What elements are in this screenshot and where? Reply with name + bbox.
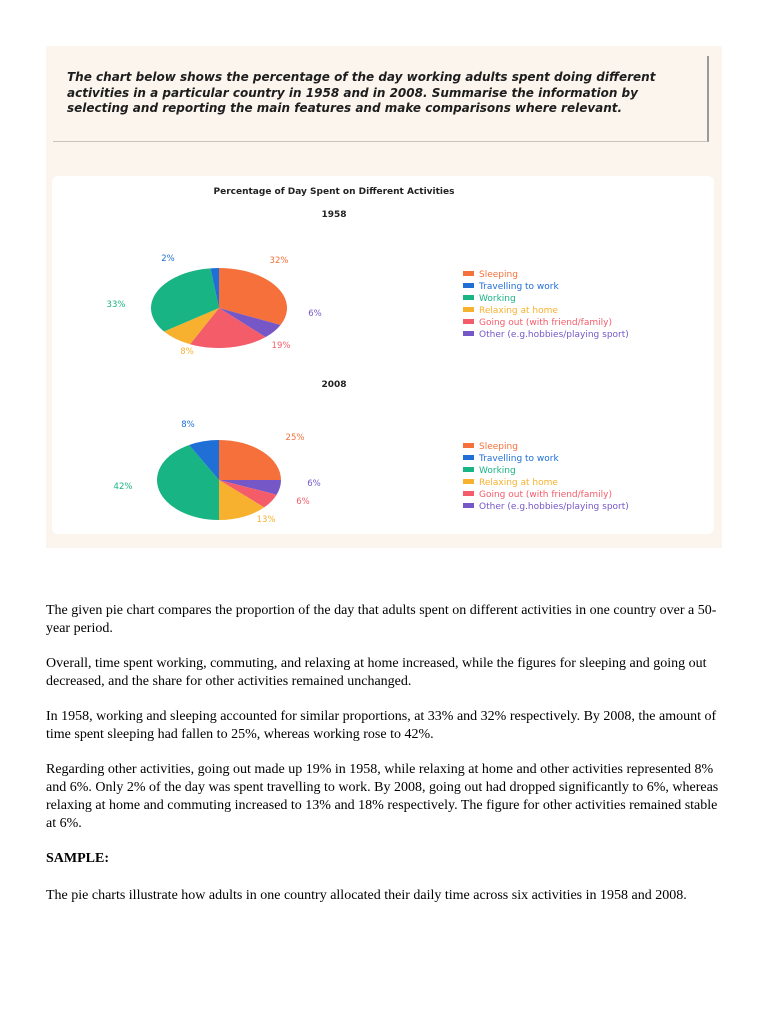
sample-heading: SAMPLE:: [46, 851, 109, 866]
data-label-2008-relaxing-at-home: 13%: [256, 515, 276, 525]
legend-swatch-2008-1: [463, 455, 474, 460]
essay-paragraph-body-2: Regarding other activities, going out made up 19% in 1958, while relaxing at home and other activities represented 8% and 6%. Only 2% of the day was spent travelling to work. By 2008, going out had dropped significantly to 6%, whereas relaxing at home and commuting increased to 13% and 18% respectively. The figure for other activities remained stable at 6%.: [46, 762, 719, 831]
data-label-2008-going-out-with-friend-family: 6%: [296, 497, 310, 507]
legend-entry-1958-5: Other (e.g.hobbies/playing sport): [479, 330, 629, 340]
task-prompt: The chart below shows the percentage of the day working adults spent doing different activities in a particular country in 1958 and in 2008. Summarise the information by selecting and reporting the main features and make comparisons where relevant.: [53, 56, 709, 142]
legend-swatch-1958-4: [463, 319, 474, 324]
legend-entry-2008-4: Going out (with friend/family): [479, 490, 612, 500]
legend-entry-2008-2: Working: [479, 466, 516, 476]
legend-entry-1958-1: Travelling to work: [479, 282, 559, 292]
pie-chart-figure: [52, 176, 714, 534]
series-title-1958: 1958: [321, 210, 347, 220]
data-label-1958-working: 33%: [106, 300, 126, 310]
essay-paragraph-intro: The given pie chart compares the proportion of the day that adults spent on different activities in one country over a 50-year period.: [46, 603, 717, 636]
data-label-2008-working: 42%: [113, 482, 133, 492]
data-label-1958-going-out-with-friend-family: 19%: [271, 341, 291, 351]
legend-entry-1958-4: Going out (with friend/family): [479, 318, 612, 328]
legend-swatch-2008-0: [463, 443, 474, 448]
legend-swatch-1958-1: [463, 283, 474, 288]
essay-paragraph-sample: The pie charts illustrate how adults in one country allocated their daily time across six activities in 1958 and 2008.: [46, 888, 687, 903]
legend-entry-1958-2: Working: [479, 294, 516, 304]
data-label-2008-travelling-to-work: 8%: [181, 420, 195, 430]
essay: [46, 602, 726, 922]
legend-swatch-2008-4: [463, 491, 474, 496]
essay-paragraph-overview: Overall, time spent working, commuting, and relaxing at home increased, while the figures for sleeping and going out decreased, and the share for other activities remained unchanged.: [46, 656, 707, 689]
essay-paragraph-body-1: In 1958, working and sleeping accounted for similar proportions, at 33% and 32% respectively. By 2008, the amount of time spent sleeping had fallen to 25%, whereas working rose to 42%.: [46, 709, 717, 742]
legend-swatch-2008-3: [463, 479, 474, 484]
legend-entry-2008-3: Relaxing at home: [479, 478, 558, 488]
legend-swatch-1958-2: [463, 295, 474, 300]
data-label-2008-other-e-g-hobbies-playing-sport: 6%: [307, 479, 321, 489]
legend-swatch-1958-5: [463, 331, 474, 336]
series-title-2008: 2008: [321, 380, 347, 390]
legend-entry-2008-5: Other (e.g.hobbies/playing sport): [479, 502, 629, 512]
data-label-1958-sleeping: 32%: [269, 256, 289, 266]
pie-slice-2008-sleeping: [219, 440, 281, 480]
data-label-1958-relaxing-at-home: 8%: [180, 347, 194, 357]
legend-entry-2008-1: Travelling to work: [479, 454, 559, 464]
legend-entry-1958-0: Sleeping: [479, 270, 518, 280]
chart-title: Percentage of Day Spent on Different Activities: [213, 187, 455, 197]
legend-swatch-1958-3: [463, 307, 474, 312]
data-label-2008-sleeping: 25%: [285, 433, 305, 443]
data-label-1958-other-e-g-hobbies-playing-sport: 6%: [308, 309, 322, 319]
legend-swatch-1958-0: [463, 271, 474, 276]
data-label-1958-travelling-to-work: 2%: [161, 254, 175, 264]
legend-swatch-2008-2: [463, 467, 474, 472]
legend-entry-1958-3: Relaxing at home: [479, 306, 558, 316]
legend-entry-2008-0: Sleeping: [479, 442, 518, 452]
legend-swatch-2008-5: [463, 503, 474, 508]
chart-card: [52, 176, 714, 534]
